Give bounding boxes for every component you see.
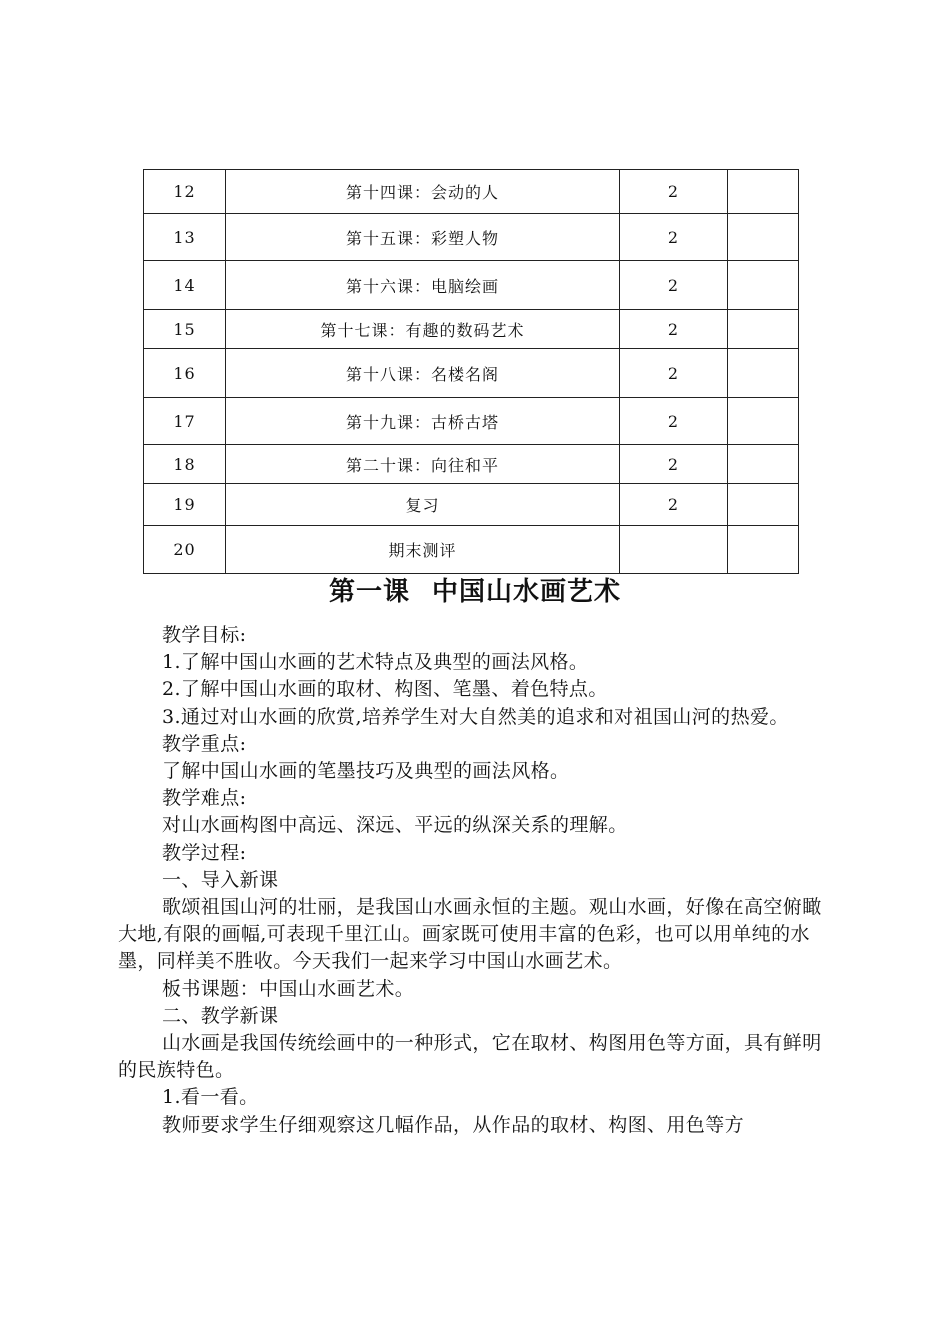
section-heading: 一、导入新课 [162, 868, 279, 891]
lesson-number-cell: 20 [144, 526, 226, 574]
lesson-title-name: 中国山水画艺术 [432, 577, 622, 607]
section-heading: 二、教学新课 [162, 1004, 279, 1027]
lesson-plan-body [118, 622, 826, 1139]
lesson-hours-cell: 2 [620, 261, 728, 310]
lesson-title [0, 572, 950, 612]
lesson-hours-cell: 2 [620, 349, 728, 398]
table-row [144, 398, 799, 445]
lesson-note-cell [728, 261, 799, 310]
step-paragraph: 教师要求学生仔细观察这几幅作品，从作品的取材、构图、用色等方 [162, 1113, 745, 1136]
table-row [144, 310, 799, 349]
key-points-heading: 教学重点: [162, 732, 247, 755]
lesson-name-cell: 第十四课：会动的人 [226, 170, 620, 214]
table-row [144, 484, 799, 526]
table-row [144, 349, 799, 398]
key-points-text: 了解中国山水画的笔墨技巧及典型的画法风格。 [162, 760, 570, 783]
board-title: 板书课题：中国山水画艺术。 [162, 977, 415, 1000]
lesson-note-cell [728, 349, 799, 398]
objective-item: 1.了解中国山水画的艺术特点及典型的画法风格。 [162, 651, 589, 674]
lesson-number-cell: 18 [144, 445, 226, 484]
lesson-note-cell [728, 398, 799, 445]
step-heading: 1.看一看。 [162, 1086, 259, 1109]
objective-item: 2.了解中国山水画的取材、构图、笔墨、着色特点。 [162, 678, 608, 701]
lesson-name-cell: 第十七课：有趣的数码艺术 [226, 310, 620, 349]
lesson-note-cell [728, 310, 799, 349]
table-row [144, 526, 799, 574]
lesson-hours-cell: 2 [620, 445, 728, 484]
lesson-hours-cell [620, 526, 728, 574]
lesson-number-cell: 16 [144, 349, 226, 398]
lesson-note-cell [728, 214, 799, 261]
lesson-number-cell: 15 [144, 310, 226, 349]
table-row [144, 170, 799, 214]
table-row [144, 214, 799, 261]
lesson-number-cell: 12 [144, 170, 226, 214]
section-paragraph: 山水画是我国传统绘画中的一种形式，它在取材、构图用色等方面，具有鲜明的民族特色。 [118, 1032, 822, 1082]
lesson-name-cell: 期末测评 [226, 526, 620, 574]
lesson-number-cell: 19 [144, 484, 226, 526]
lesson-hours-cell: 2 [620, 170, 728, 214]
lesson-hours-cell: 2 [620, 214, 728, 261]
table-row [144, 261, 799, 310]
lesson-hours-cell: 2 [620, 398, 728, 445]
lesson-hours-cell: 2 [620, 310, 728, 349]
lesson-note-cell [728, 445, 799, 484]
lesson-note-cell [728, 484, 799, 526]
lesson-title-number: 第一课 [328, 577, 410, 607]
lesson-number-cell: 17 [144, 398, 226, 445]
lesson-name-cell: 第十九课：古桥古塔 [226, 398, 620, 445]
difficulty-text: 对山水画构图中高远、深远、平远的纵深关系的理解。 [162, 814, 628, 837]
lesson-name-cell: 第二十课：向往和平 [226, 445, 620, 484]
lesson-note-cell [728, 170, 799, 214]
lesson-name-cell: 第十八课：名楼名阁 [226, 349, 620, 398]
lesson-note-cell [728, 526, 799, 574]
objectives-heading: 教学目标: [162, 624, 247, 646]
lesson-hours-cell: 2 [620, 484, 728, 526]
difficulty-heading: 教学难点: [162, 787, 247, 810]
lesson-schedule-table [143, 169, 799, 574]
objective-item: 3.通过对山水画的欣赏,培养学生对大自然美的追求和对祖国山河的热爱。 [162, 705, 789, 728]
lesson-name-cell: 第十五课：彩塑人物 [226, 214, 620, 261]
section-paragraph: 歌颂祖国山河的壮丽，是我国山水画永恒的主题。观山水画，好像在高空俯瞰大地,有限的画幅,可表现千里江山。画家既可使用丰富的色彩，也可以用单纯的水墨，同样美不胜收。今天我们一起来学习中国山水画艺术。 [118, 896, 822, 973]
lesson-number-cell: 13 [144, 214, 226, 261]
process-heading: 教学过程: [162, 841, 247, 864]
lesson-number-cell: 14 [144, 261, 226, 310]
table-row [144, 445, 799, 484]
lesson-name-cell: 复习 [226, 484, 620, 526]
lesson-name-cell: 第十六课：电脑绘画 [226, 261, 620, 310]
